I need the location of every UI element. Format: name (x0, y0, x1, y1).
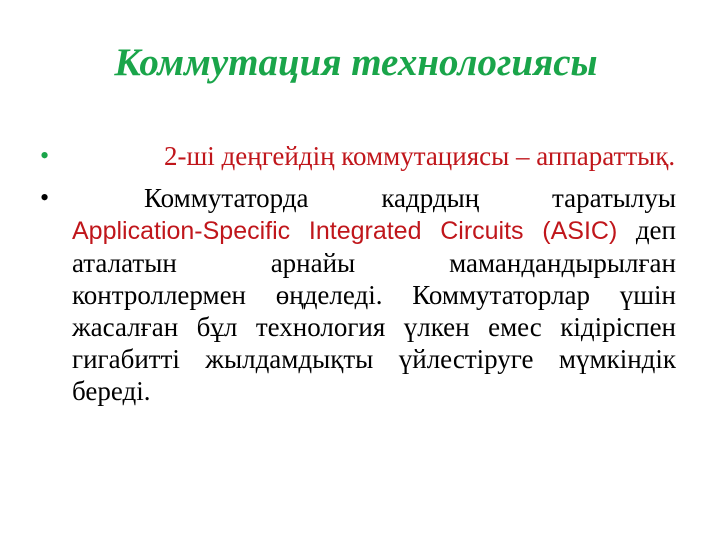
bullet-list (40, 140, 676, 417)
asic-term: Application-Specific Integrated Circuits (ASIC) (72, 217, 618, 245)
bullet-item-hardware-switching (40, 140, 676, 172)
slide-title: Коммутация технологиясы (114, 41, 598, 84)
bullet-text-after: деп аталатын арнайы мамандандырылған контроллермен өңделеді. Коммутаторлар үшін жасалған бұл технология үлкен емес кідіріспен гигабитті жылдамдықты үйлестіруге мүмкіндік береді. (72, 215, 676, 406)
bullet-marker: • (40, 141, 50, 170)
bullet-marker: • (40, 183, 50, 212)
bullet-text-before: Коммутаторда кадрдың таратылуы (144, 183, 676, 213)
bullet-item-asic (40, 182, 676, 407)
bullet-text: 2-ші деңгейдің коммутациясы – аппараттық. (164, 141, 676, 171)
